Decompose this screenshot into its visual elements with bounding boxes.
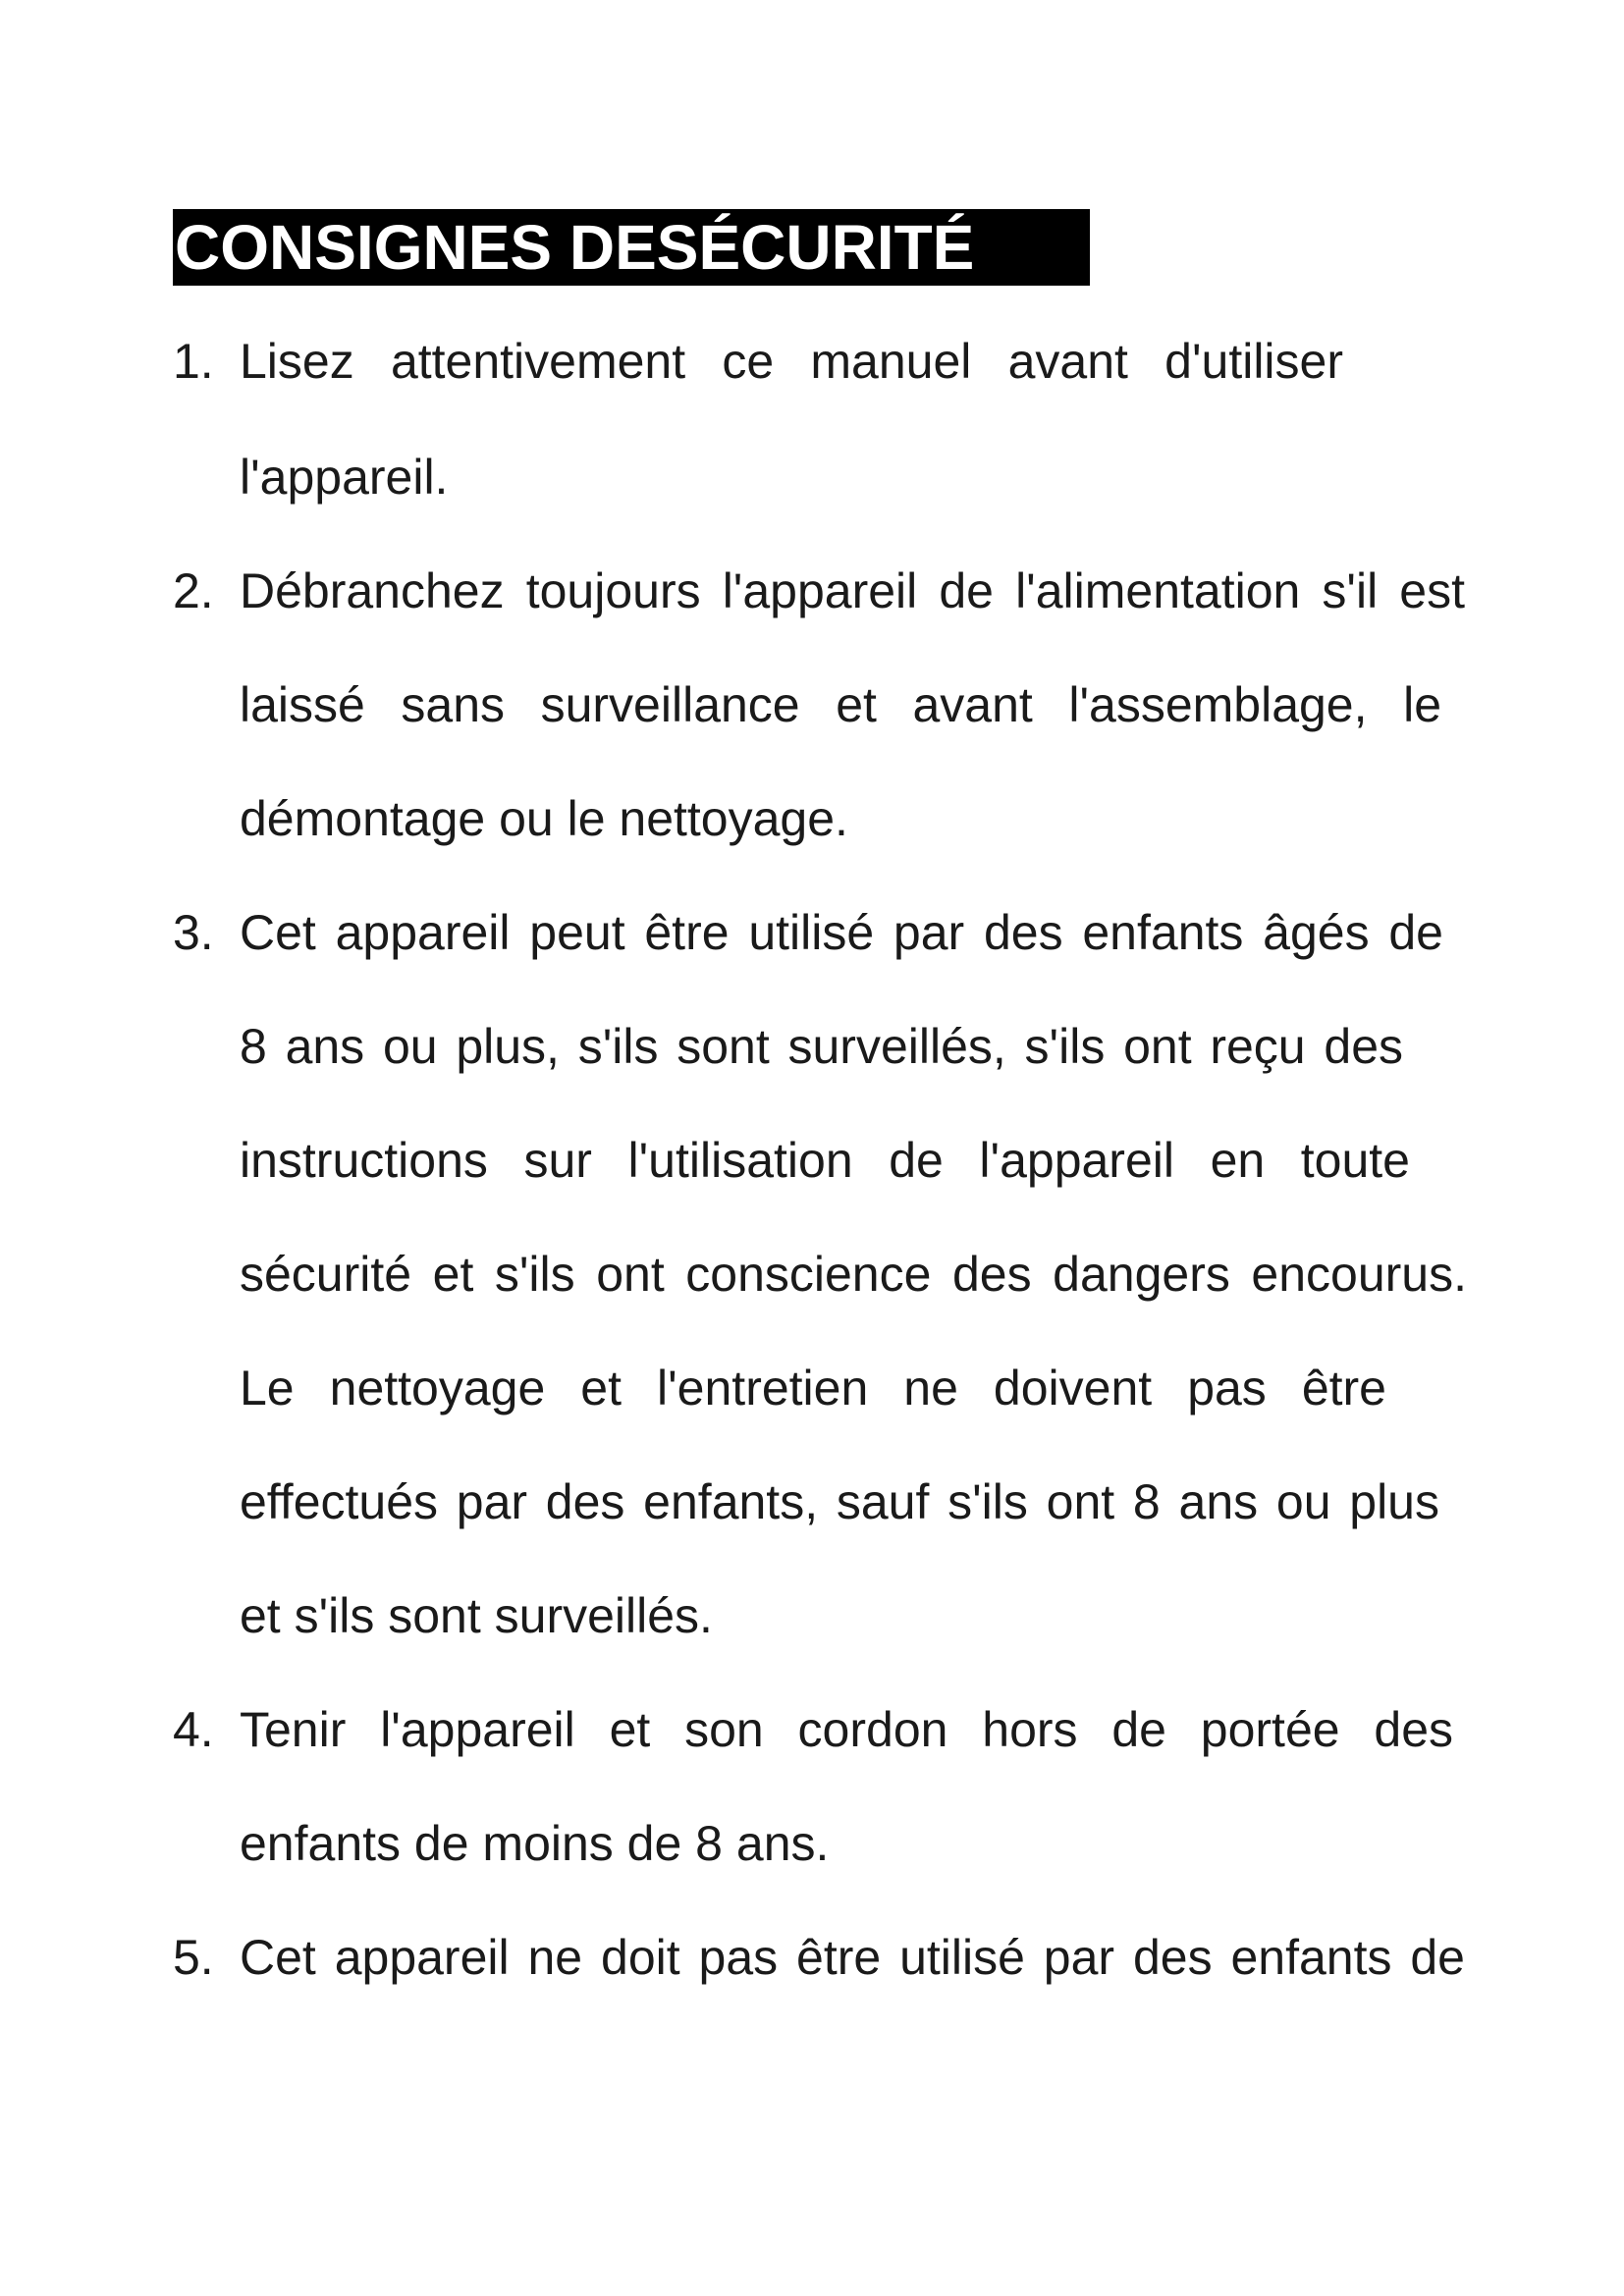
item-2-line-1: Débranchez toujours l'appareil de l'alimentation s'il est [240,563,1465,618]
item-3-line-3: instructions sur l'utilisation de l'appareil en toute [240,1133,1410,1188]
item-3-line-4: sécurité et s'ils ont conscience des dangers encourus. [240,1247,1467,1302]
item-5-line-1: Cet appareil ne doit pas être utilisé par des enfants de [240,1930,1465,1985]
item-1-line-2: l'appareil. [240,450,449,505]
item-3-line-7: et s'ils sont surveillés. [240,1588,713,1643]
item-4-number: 4. [173,1702,214,1757]
item-4-line-2: enfants de moins de 8 ans. [240,1816,830,1871]
item-1-number: 1. [173,334,214,389]
item-3-number: 3. [173,905,214,960]
item-2-number: 2. [173,563,214,618]
item-2-line-3: démontage ou le nettoyage. [240,791,848,846]
item-3-line-1: Cet appareil peut être utilisé par des enfants âgés de [240,905,1443,960]
item-3-line-6: effectués par des enfants, sauf s'ils ont 8 ans ou plus [240,1474,1439,1529]
item-2-line-2: laissé sans surveillance et avant l'assemblage, le [240,677,1441,732]
section-heading: CONSIGNES DESÉCURITÉ [173,209,1090,286]
item-1-line-1: Lisez attentivement ce manuel avant d'utiliser [240,334,1343,389]
item-4-line-1: Tenir l'appareil et son cordon hors de portée des [240,1702,1453,1757]
item-5-number: 5. [173,1930,214,1985]
item-3-line-5: Le nettoyage et l'entretien ne doivent pas être [240,1361,1386,1415]
item-3-line-2: 8 ans ou plus, s'ils sont surveillés, s'ils ont reçu des [240,1019,1403,1074]
